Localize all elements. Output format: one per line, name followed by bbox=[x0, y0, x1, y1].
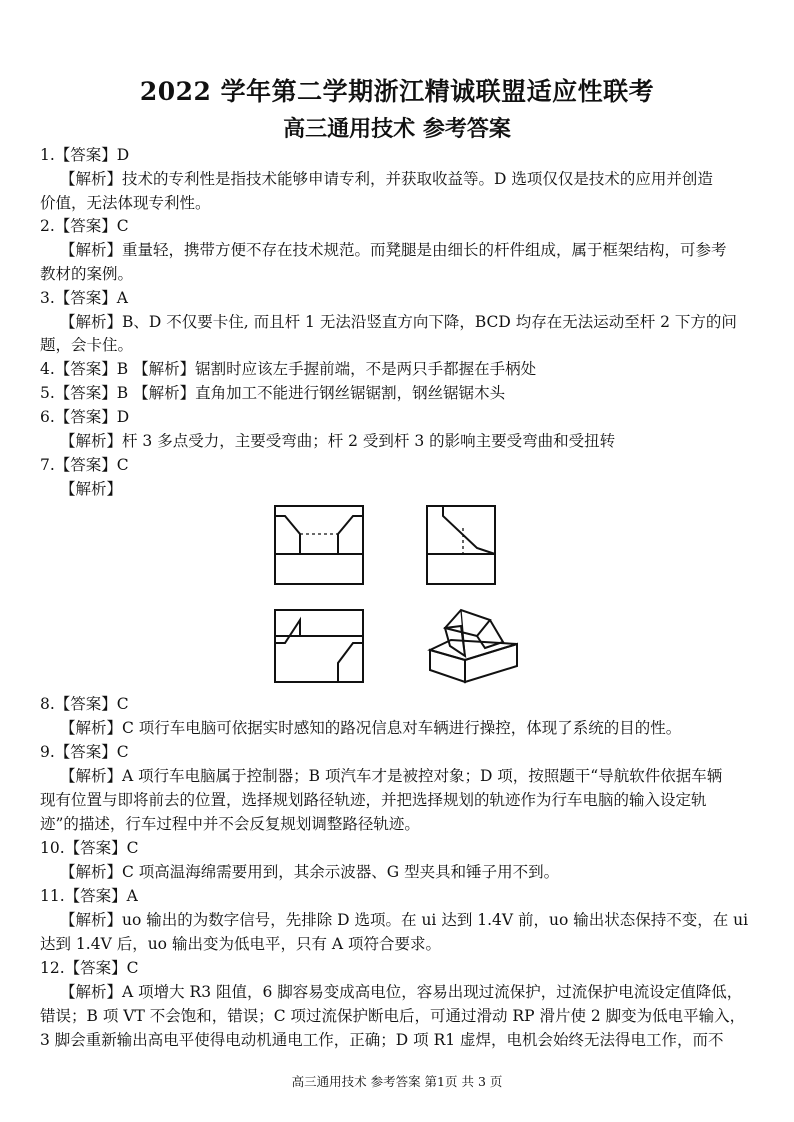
analysis-line: 【解析】uo 输出的为数字信号，先排除 D 选项。在 ui 达到 1.4V 前，uo 输出状态保持不变，在 ui bbox=[60, 911, 749, 929]
analysis-line: 【解析】技术的专利性是指技术能够申请专利，并获取收益等。D 选项仅仅是技术的应用并创造 bbox=[60, 170, 713, 188]
analysis-line: 【解析】 bbox=[60, 480, 123, 498]
answer-line: 11.【答案】A bbox=[40, 887, 138, 905]
analysis-line: 【解析】B、D 不仅要卡住, 而且杆 1 无法沿竖直方向下降，BCD 均存在无法运动至杆 2 下方的问 bbox=[60, 313, 737, 331]
answer-key-subtitle: 高三通用技术 参考答案 bbox=[283, 116, 511, 142]
analysis-line: 达到 1.4V 后，uo 输出变为低电平，只有 A 项符合要求。 bbox=[40, 935, 441, 953]
analysis-line: 教材的案例。 bbox=[40, 265, 134, 283]
three-view-drawing bbox=[265, 498, 525, 688]
answer-line: 5.【答案】B 【解析】直角加工不能进行钢丝锯锯割，钢丝锯锯木头 bbox=[40, 384, 506, 402]
answer-line: 2.【答案】C bbox=[40, 217, 129, 235]
analysis-line: 【解析】A 项增大 R3 阻值，6 脚容易变成高电位，容易出现过流保护，过流保护电流设定值降低， bbox=[60, 983, 743, 1001]
analysis-line: 价值，无法体现专利性。 bbox=[40, 194, 211, 212]
analysis-line: 现有位置与即将前去的位置，选择规划路径轨迹，并把选择规划的轨迹作为行车电脑的输入设定轨 bbox=[40, 791, 707, 809]
analysis-line: 错误；B 项 VT 不会饱和，错误；C 项过流保护断电后，可通过滑动 RP 滑片使 2 脚变为低电平输入， bbox=[40, 1007, 746, 1025]
top-view bbox=[275, 610, 363, 682]
page-footer: 高三通用技术 参考答案 第1页 共 3 页 bbox=[291, 1074, 503, 1089]
isometric-view bbox=[430, 610, 517, 682]
answer-line: 3.【答案】A bbox=[40, 289, 128, 307]
side-view bbox=[427, 506, 495, 584]
answer-line: 4.【答案】B 【解析】锯割时应该左手握前端，不是两只手都握在手柄处 bbox=[40, 360, 537, 378]
answer-line: 6.【答案】D bbox=[40, 408, 130, 426]
answer-line: 9.【答案】C bbox=[40, 743, 129, 761]
analysis-line: 迹”的描述，行车过程中并不会反复规划调整路径轨迹。 bbox=[40, 815, 420, 833]
analysis-line: 【解析】A 项行车电脑属于控制器；B 项汽车才是被控对象；D 项，按照题干“导航软件依据车辆 bbox=[60, 767, 723, 785]
analysis-line: 【解析】C 项行车电脑可依据实时感知的路况信息对车辆进行操控，体现了系统的目的性。 bbox=[60, 719, 682, 737]
answer-line: 12.【答案】C bbox=[40, 959, 139, 977]
answer-line: 1.【答案】D bbox=[40, 146, 130, 164]
analysis-line: 【解析】C 项高温海绵需要用到，其余示波器、G 型夹具和锤子用不到。 bbox=[60, 863, 560, 881]
exam-title: 2022 学年第二学期浙江精诚联盟适应性联考 bbox=[139, 77, 655, 106]
analysis-line: 【解析】杆 3 多点受力，主要受弯曲；杆 2 受到杆 3 的影响主要受弯曲和受扭转 bbox=[60, 432, 616, 450]
analysis-line: 3 脚会重新输出高电平使得电动机通电工作，正确；D 项 R1 虚焊，电机会始终无法得电工作，而不 bbox=[40, 1031, 724, 1049]
analysis-line: 【解析】重量轻，携带方便不存在技术规范。而凳腿是由细长的杆件组成，属于框架结构，可参考 bbox=[60, 241, 727, 259]
answer-line: 10.【答案】C bbox=[40, 839, 139, 857]
front-view bbox=[275, 506, 363, 584]
analysis-line: 题，会卡住。 bbox=[40, 336, 134, 354]
answer-line: 7.【答案】C bbox=[40, 456, 129, 474]
answer-line: 8.【答案】C bbox=[40, 695, 129, 713]
